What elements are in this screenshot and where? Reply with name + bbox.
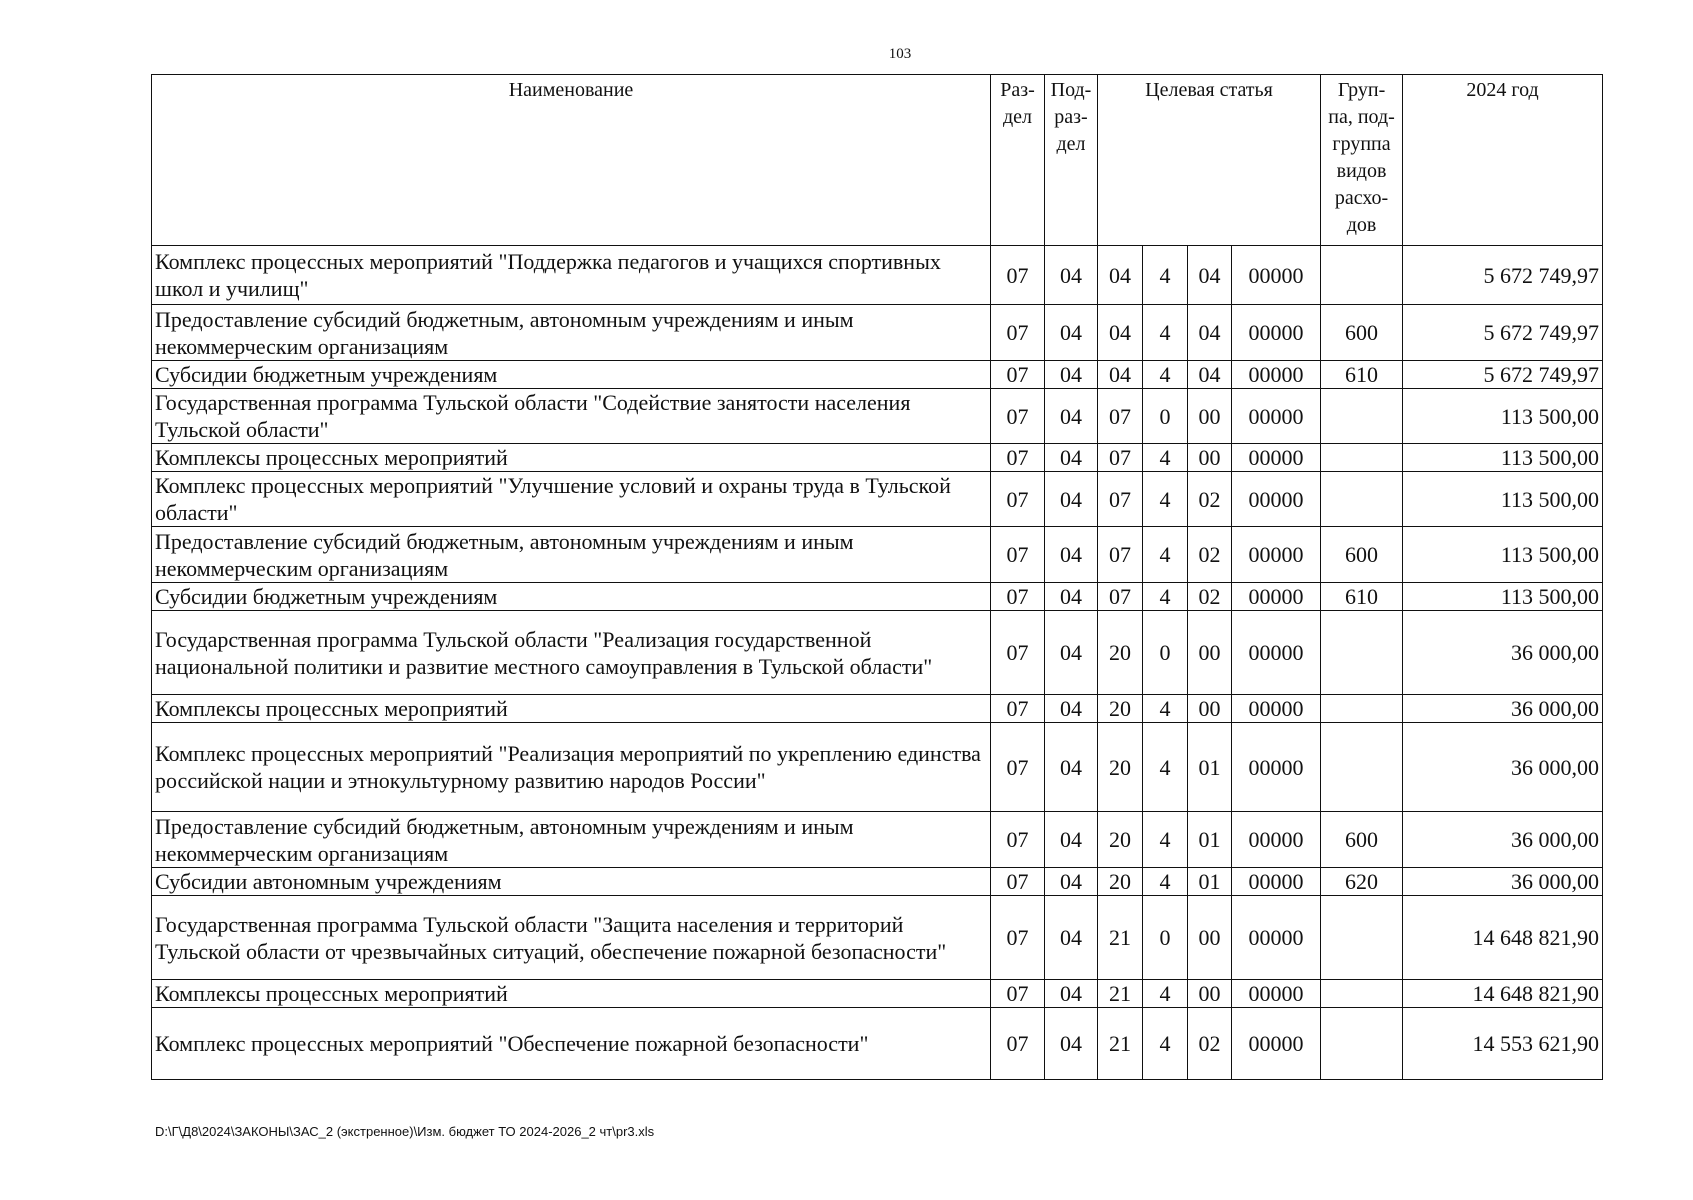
- row-target-subprogram: 04: [1188, 361, 1232, 389]
- row-podrazdel: 04: [1045, 868, 1098, 896]
- budget-table: [151, 74, 1603, 1080]
- table-row: [152, 896, 1603, 980]
- row-name: Предоставление субсидий бюджетным, автономным учреждениям и иным некоммерческим организациям: [152, 527, 991, 583]
- row-name: Предоставление субсидий бюджетным, автономным учреждениям и иным некоммерческим организациям: [152, 305, 991, 361]
- row-expense-group: [1321, 472, 1403, 527]
- row-amount: 36 000,00: [1403, 723, 1603, 812]
- row-amount: 14 553 621,90: [1403, 1008, 1603, 1080]
- row-name: Предоставление субсидий бюджетным, автономным учреждениям и иным некоммерческим организациям: [152, 812, 991, 868]
- row-target-type: 4: [1143, 527, 1188, 583]
- row-amount: 113 500,00: [1403, 527, 1603, 583]
- row-target-direction: 00000: [1232, 472, 1321, 527]
- table-row: [152, 361, 1603, 389]
- row-target-program: 21: [1098, 1008, 1143, 1080]
- row-amount: 113 500,00: [1403, 472, 1603, 527]
- row-target-direction: 00000: [1232, 868, 1321, 896]
- table-row: [152, 611, 1603, 695]
- row-razdel: 07: [991, 812, 1045, 868]
- row-target-direction: 00000: [1232, 361, 1321, 389]
- row-target-type: 4: [1143, 444, 1188, 472]
- row-name: Комплексы процессных мероприятий: [152, 695, 991, 723]
- row-podrazdel: 04: [1045, 723, 1098, 812]
- row-name: Субсидии бюджетным учреждениям: [152, 583, 991, 611]
- row-podrazdel: 04: [1045, 695, 1098, 723]
- row-target-type: 4: [1143, 868, 1188, 896]
- row-target-direction: 00000: [1232, 583, 1321, 611]
- table-row: [152, 527, 1603, 583]
- row-target-type: 0: [1143, 896, 1188, 980]
- table-row: [152, 472, 1603, 527]
- table-body: [152, 246, 1603, 1080]
- row-target-type: 4: [1143, 583, 1188, 611]
- row-razdel: 07: [991, 868, 1045, 896]
- row-expense-group: 620: [1321, 868, 1403, 896]
- row-podrazdel: 04: [1045, 389, 1098, 444]
- row-razdel: 07: [991, 611, 1045, 695]
- row-expense-group: [1321, 1008, 1403, 1080]
- row-target-program: 20: [1098, 611, 1143, 695]
- table-row: [152, 1008, 1603, 1080]
- row-razdel: 07: [991, 444, 1045, 472]
- row-target-subprogram: 04: [1188, 305, 1232, 361]
- header-podrazdel: Под- раз- дел: [1045, 75, 1098, 246]
- row-name: Государственная программа Тульской области "Реализация государственной национальной политики и развитие местного самоуправления в Тульской области": [152, 611, 991, 695]
- header-group: Груп- па, под- группа видов расхо- дов: [1321, 75, 1403, 246]
- row-podrazdel: 04: [1045, 1008, 1098, 1080]
- row-razdel: 07: [991, 361, 1045, 389]
- table-row: [152, 695, 1603, 723]
- row-amount: 5 672 749,97: [1403, 305, 1603, 361]
- row-target-direction: 00000: [1232, 812, 1321, 868]
- row-expense-group: [1321, 246, 1403, 305]
- row-target-program: 07: [1098, 444, 1143, 472]
- row-razdel: 07: [991, 583, 1045, 611]
- row-target-direction: 00000: [1232, 527, 1321, 583]
- row-target-subprogram: 02: [1188, 583, 1232, 611]
- row-amount: 36 000,00: [1403, 868, 1603, 896]
- row-name: Комплексы процессных мероприятий: [152, 980, 991, 1008]
- header-row: [152, 75, 1603, 246]
- row-target-type: 4: [1143, 723, 1188, 812]
- row-target-subprogram: 00: [1188, 389, 1232, 444]
- row-razdel: 07: [991, 389, 1045, 444]
- row-target-direction: 00000: [1232, 389, 1321, 444]
- row-podrazdel: 04: [1045, 361, 1098, 389]
- row-target-type: 4: [1143, 812, 1188, 868]
- row-expense-group: 600: [1321, 305, 1403, 361]
- row-amount: 113 500,00: [1403, 389, 1603, 444]
- row-name: Комплекс процессных мероприятий "Обеспечение пожарной безопасности": [152, 1008, 991, 1080]
- row-name: Субсидии автономным учреждениям: [152, 868, 991, 896]
- table-row: [152, 583, 1603, 611]
- row-podrazdel: 04: [1045, 896, 1098, 980]
- row-podrazdel: 04: [1045, 583, 1098, 611]
- row-target-direction: 00000: [1232, 1008, 1321, 1080]
- row-target-subprogram: 01: [1188, 723, 1232, 812]
- row-target-program: 04: [1098, 246, 1143, 305]
- row-expense-group: [1321, 980, 1403, 1008]
- row-target-program: 20: [1098, 695, 1143, 723]
- row-target-subprogram: 01: [1188, 868, 1232, 896]
- row-razdel: 07: [991, 527, 1045, 583]
- table-row: [152, 444, 1603, 472]
- row-target-subprogram: 02: [1188, 527, 1232, 583]
- row-target-subprogram: 00: [1188, 611, 1232, 695]
- row-target-direction: 00000: [1232, 695, 1321, 723]
- row-razdel: 07: [991, 695, 1045, 723]
- row-podrazdel: 04: [1045, 527, 1098, 583]
- row-target-program: 20: [1098, 723, 1143, 812]
- row-target-program: 04: [1098, 361, 1143, 389]
- row-podrazdel: 04: [1045, 472, 1098, 527]
- row-expense-group: [1321, 389, 1403, 444]
- row-target-type: 0: [1143, 389, 1188, 444]
- row-razdel: 07: [991, 246, 1045, 305]
- table-row: [152, 868, 1603, 896]
- row-target-direction: 00000: [1232, 896, 1321, 980]
- row-amount: 14 648 821,90: [1403, 980, 1603, 1008]
- row-target-direction: 00000: [1232, 723, 1321, 812]
- row-name: Комплекс процессных мероприятий "Улучшение условий и охраны труда в Тульской области": [152, 472, 991, 527]
- row-target-subprogram: 00: [1188, 444, 1232, 472]
- row-razdel: 07: [991, 723, 1045, 812]
- row-target-subprogram: 04: [1188, 246, 1232, 305]
- row-expense-group: 610: [1321, 583, 1403, 611]
- row-target-direction: 00000: [1232, 611, 1321, 695]
- row-target-subprogram: 00: [1188, 980, 1232, 1008]
- row-podrazdel: 04: [1045, 246, 1098, 305]
- row-target-program: 20: [1098, 812, 1143, 868]
- row-target-direction: 00000: [1232, 305, 1321, 361]
- row-target-type: 4: [1143, 361, 1188, 389]
- table-row: [152, 723, 1603, 812]
- row-amount: 14 648 821,90: [1403, 896, 1603, 980]
- table-row: [152, 812, 1603, 868]
- row-target-type: 4: [1143, 472, 1188, 527]
- row-expense-group: 600: [1321, 527, 1403, 583]
- row-amount: 5 672 749,97: [1403, 246, 1603, 305]
- row-razdel: 07: [991, 1008, 1045, 1080]
- row-podrazdel: 04: [1045, 444, 1098, 472]
- row-razdel: 07: [991, 896, 1045, 980]
- header-target: Целевая статья: [1098, 75, 1321, 246]
- file-path-footer: D:\Г\Д8\2024\ЗАКОНЫ\ЗАС_2 (экстренное)\Изм. бюджет ТО 2024-2026_2 чт\pr3.xls: [155, 1124, 655, 1139]
- table-row: [152, 246, 1603, 305]
- row-amount: 113 500,00: [1403, 583, 1603, 611]
- row-amount: 113 500,00: [1403, 444, 1603, 472]
- row-target-program: 04: [1098, 305, 1143, 361]
- row-razdel: 07: [991, 305, 1045, 361]
- row-name: Комплекс процессных мероприятий "Поддержка педагогов и учащихся спортивных школ и училищ": [152, 246, 991, 305]
- row-expense-group: [1321, 444, 1403, 472]
- row-target-subprogram: 00: [1188, 695, 1232, 723]
- row-amount: 36 000,00: [1403, 611, 1603, 695]
- row-expense-group: 600: [1321, 812, 1403, 868]
- page-number: 103: [888, 46, 912, 62]
- row-target-subprogram: 02: [1188, 1008, 1232, 1080]
- row-amount: 36 000,00: [1403, 812, 1603, 868]
- row-podrazdel: 04: [1045, 611, 1098, 695]
- row-razdel: 07: [991, 472, 1045, 527]
- row-target-program: 07: [1098, 389, 1143, 444]
- row-target-type: 4: [1143, 695, 1188, 723]
- row-target-subprogram: 02: [1188, 472, 1232, 527]
- row-amount: 36 000,00: [1403, 695, 1603, 723]
- row-podrazdel: 04: [1045, 305, 1098, 361]
- row-amount: 5 672 749,97: [1403, 361, 1603, 389]
- row-name: Государственная программа Тульской области "Защита населения и территорий Тульской области от чрезвычайных ситуаций, обеспечение пожарной безопасности": [152, 896, 991, 980]
- row-target-program: 07: [1098, 472, 1143, 527]
- row-target-program: 07: [1098, 527, 1143, 583]
- row-target-type: 0: [1143, 611, 1188, 695]
- header-name: Наименование: [152, 75, 991, 246]
- row-razdel: 07: [991, 980, 1045, 1008]
- row-name: Субсидии бюджетным учреждениям: [152, 361, 991, 389]
- row-podrazdel: 04: [1045, 980, 1098, 1008]
- table-row: [152, 980, 1603, 1008]
- row-expense-group: 610: [1321, 361, 1403, 389]
- row-expense-group: [1321, 723, 1403, 812]
- header-year: 2024 год: [1403, 75, 1603, 246]
- table-row: [152, 389, 1603, 444]
- row-target-subprogram: 01: [1188, 812, 1232, 868]
- table-row: [152, 305, 1603, 361]
- row-name: Комплексы процессных мероприятий: [152, 444, 991, 472]
- row-target-program: 21: [1098, 896, 1143, 980]
- row-name: Государственная программа Тульской области "Содействие занятости населения Тульской области": [152, 389, 991, 444]
- row-name: Комплекс процессных мероприятий "Реализация мероприятий по укреплению единства российской нации и этнокультурному развитию народов России": [152, 723, 991, 812]
- row-target-program: 20: [1098, 868, 1143, 896]
- row-target-program: 07: [1098, 583, 1143, 611]
- row-podrazdel: 04: [1045, 812, 1098, 868]
- row-target-type: 4: [1143, 980, 1188, 1008]
- row-expense-group: [1321, 896, 1403, 980]
- row-target-type: 4: [1143, 305, 1188, 361]
- row-target-program: 21: [1098, 980, 1143, 1008]
- row-expense-group: [1321, 611, 1403, 695]
- row-target-direction: 00000: [1232, 444, 1321, 472]
- row-target-type: 4: [1143, 246, 1188, 305]
- header-razdel: Раз- дел: [991, 75, 1045, 246]
- row-expense-group: [1321, 695, 1403, 723]
- row-target-direction: 00000: [1232, 246, 1321, 305]
- row-target-type: 4: [1143, 1008, 1188, 1080]
- row-target-direction: 00000: [1232, 980, 1321, 1008]
- row-target-subprogram: 00: [1188, 896, 1232, 980]
